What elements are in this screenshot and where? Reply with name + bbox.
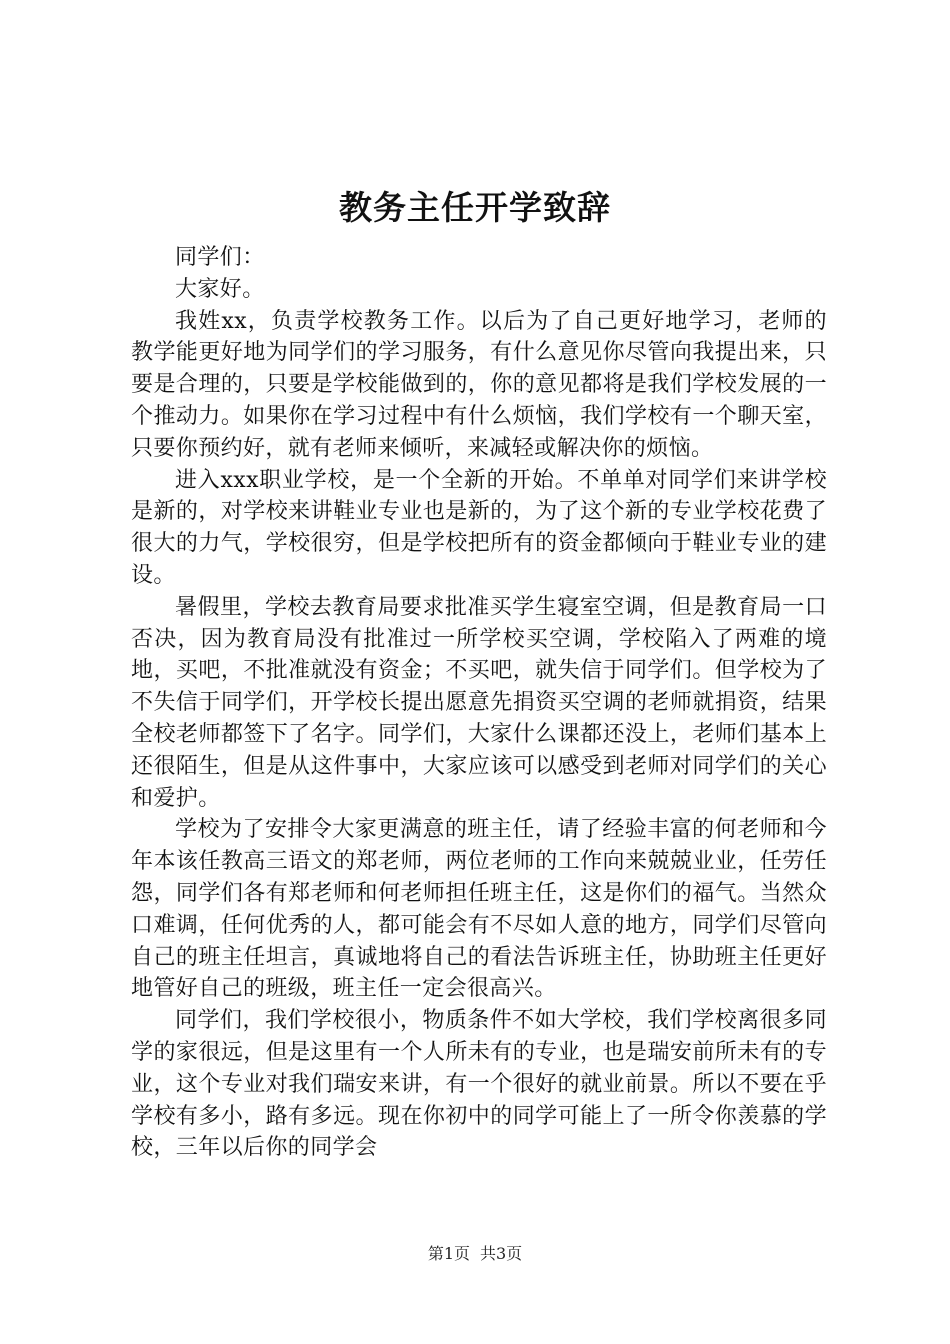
paragraph: 进入xxx职业学校，是一个全新的开始。不单单对同学们来讲学校是新的，对学校来讲鞋业专业也是新的，为了这个新的专业学校花费了很大的力气，学校很穷，但是学校把所有的资金都倾向于鞋业专业的建设。 [131,467,827,588]
page-total: 共3页 [480,1244,523,1263]
page-number: 第1页 [427,1244,470,1263]
greeting: 大家好。 [175,276,265,302]
page-footer [0,1243,950,1265]
paragraph: 同学们，我们学校很小，物质条件不如大学校，我们学校离很多同学的家很远，但是这里有一个人所未有的专业，也是瑞安前所未有的专业，这个专业对我们瑞安来讲，有一个很好的就业前景。所以不要在乎学校有多小，路有多远。现在你初中的同学可能上了一所令你羡慕的学校，三年以后你的同学会 [131,1008,827,1161]
paragraph: 学校为了安排令大家更满意的班主任，请了经验丰富的何老师和今年本该任教高三语文的郑老师，两位老师的工作向来兢兢业业，任劳任怨，同学们各有郑老师和何老师担任班主任，这是你们的福气。当然众口难调，任何优秀的人，都可能会有不尽如人意的地方，同学们尽管向自己的班主任坦言，真诚地将自己的看法告诉班主任，协助班主任更好地管好自己的班级，班主任一定会很高兴。 [131,817,827,1002]
paragraph: 暑假里，学校去教育局要求批准买学生寝室空调，但是教育局一口否决，因为教育局没有批准过一所学校买空调，学校陷入了两难的境地，买吧，不批准就没有资金；不买吧，就失信于同学们。但学校为了不失信于同学们，开学校长提出愿意先捐资买空调的老师就捐资，结果全校老师都签下了名字。同学们，大家什么课都还没上，老师们基本上还很陌生，但是从这件事中，大家应该可以感受到老师对同学们的关心和爱护。 [131,594,827,811]
paragraph: 我姓xx，负责学校教务工作。以后为了自己更好地学习，老师的教学能更好地为同学们的学习服务，有什么意见你尽管向我提出来，只要是合理的，只要是学校能做到的，你的意见都将是我们学校发展的一个推动力。如果你在学习过程中有什么烦恼，我们学校有一个聊天室，只要你预约好，就有老师来倾听，来减轻或解决你的烦恼。 [131,308,827,461]
document-title: 教务主任开学致辞 [339,188,611,227]
document-body [131,242,827,1164]
salutation: 同学们： [175,245,265,270]
